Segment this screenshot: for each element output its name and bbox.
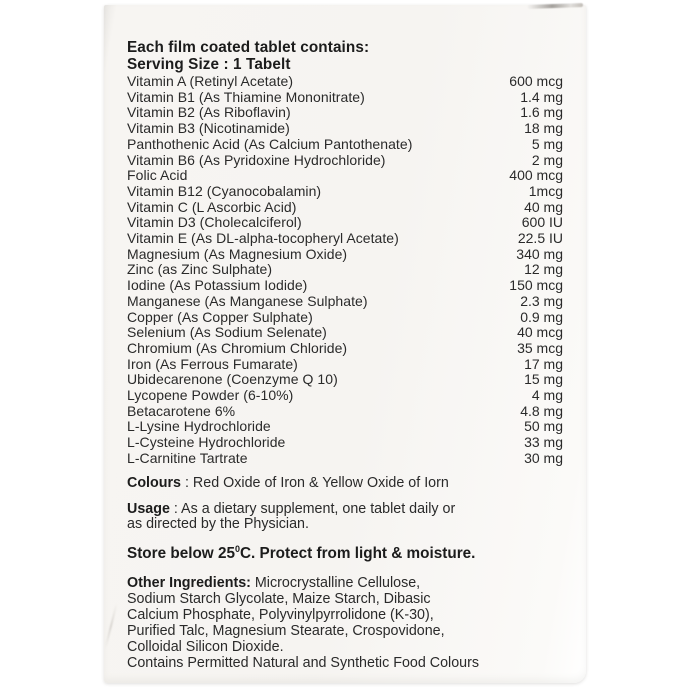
nutrient-row bbox=[127, 153, 563, 169]
nutrient-name: Manganese (As Manganese Sulphate) bbox=[127, 292, 368, 309]
other-ingredients-line-1 bbox=[127, 575, 563, 591]
other-ingredients-line-4: Purified Talc, Magnesium Stearate, Crospovidone, bbox=[127, 623, 445, 640]
nutrient-name: Vitamin B12 (Cyanocobalamin) bbox=[127, 182, 322, 199]
contains-heading: Each film coated tablet contains: bbox=[127, 39, 370, 56]
nutrient-row bbox=[127, 231, 563, 247]
nutrient-row bbox=[127, 294, 563, 310]
nutrient-amount: 12 mg bbox=[524, 261, 563, 278]
nutrient-amount: 400 mcg bbox=[509, 167, 563, 184]
nutrient-name: Panthothenic Acid (As Calcium Pantothenate) bbox=[127, 135, 413, 152]
nutrient-amount: 2 mg bbox=[531, 151, 563, 168]
other-ingredients-label: Other Ingredients: bbox=[127, 575, 251, 592]
photo-edge-artifact bbox=[527, 3, 583, 9]
nutrient-name: Vitamin B2 (As Riboflavin) bbox=[127, 104, 291, 121]
nutrient-row bbox=[127, 247, 563, 263]
nutrient-name: Selenium (As Sodium Selenate) bbox=[127, 324, 327, 341]
nutrient-row bbox=[127, 90, 563, 106]
other-ingredients-section bbox=[127, 575, 563, 671]
usage-label: Usage bbox=[127, 500, 170, 517]
nutrient-name: Vitamin B6 (As Pyridoxine Hydrochloride) bbox=[127, 151, 386, 168]
storage-instruction bbox=[127, 545, 563, 562]
nutrient-name: L-Lysine Hydrochloride bbox=[127, 418, 271, 435]
nutrient-amount: 22.5 IU bbox=[517, 230, 563, 247]
nutrient-row bbox=[127, 435, 563, 451]
other-ingredients-line-5: Colloidal Silicon Dioxide. bbox=[127, 639, 284, 656]
usage-line-1 bbox=[127, 502, 563, 518]
nutrient-amount: 340 mg bbox=[516, 245, 563, 262]
nutrient-row bbox=[127, 388, 563, 404]
food-colours-note: Contains Permitted Natural and Synthetic Food Colours bbox=[127, 655, 480, 672]
other-ingredients-line-2: Sodium Starch Glycolate, Maize Starch, Dibasic bbox=[127, 591, 431, 608]
nutrient-amount: 2.3 mg bbox=[520, 292, 563, 309]
nutrient-row bbox=[127, 404, 563, 420]
nutrient-row bbox=[127, 278, 563, 294]
nutrient-amount: 600 IU bbox=[521, 214, 563, 231]
nutrient-amount: 30 mg bbox=[524, 449, 563, 466]
usage-line-2: as directed by the Physician. bbox=[127, 516, 309, 533]
nutrient-amount: 33 mg bbox=[524, 434, 563, 451]
nutrient-name: Vitamin D3 (Cholecalciferol) bbox=[127, 214, 302, 231]
nutrient-name: Iodine (As Potassium Iodide) bbox=[127, 277, 308, 294]
colours-text: : Red Oxide of Iron & Yellow Oxide of Iorn bbox=[181, 474, 449, 491]
nutrient-row bbox=[127, 121, 563, 137]
nutrient-row bbox=[127, 262, 563, 278]
nutrient-row bbox=[127, 310, 563, 326]
storage-text-after-degree: C. Protect from light & moisture. bbox=[239, 545, 476, 563]
nutrient-amount: 35 mcg bbox=[517, 339, 563, 356]
nutrient-row bbox=[127, 200, 563, 216]
nutrient-row bbox=[127, 74, 563, 90]
usage-section bbox=[127, 502, 563, 534]
nutrient-amount: 4.8 mg bbox=[520, 402, 563, 419]
nutrient-row bbox=[127, 184, 563, 200]
usage-text-1: : As a dietary supplement, one tablet daily or bbox=[169, 500, 456, 517]
nutrient-name: Ubidecarenone (Coenzyme Q 10) bbox=[127, 371, 338, 388]
nutrient-row bbox=[127, 105, 563, 121]
colours-line bbox=[127, 475, 563, 491]
nutrient-amount: 0.9 mg bbox=[520, 308, 563, 325]
label-content bbox=[127, 39, 563, 671]
nutrient-amount: 1.6 mg bbox=[520, 104, 563, 121]
nutrient-amount: 4 mg bbox=[531, 387, 563, 404]
nutrient-row bbox=[127, 451, 563, 467]
nutrient-table bbox=[127, 74, 563, 467]
nutrient-name: L-Cysteine Hydrochloride bbox=[127, 434, 286, 451]
nutrient-amount: 600 mcg bbox=[509, 73, 563, 89]
serving-size-heading: Serving Size : 1 Tabelt bbox=[127, 56, 291, 73]
degree-symbol: 0 bbox=[234, 544, 240, 555]
nutrient-name: Iron (As Ferrous Fumarate) bbox=[127, 355, 298, 372]
nutrient-row bbox=[127, 215, 563, 231]
nutrient-amount: 1.4 mg bbox=[520, 88, 563, 105]
nutrient-amount: 5 mg bbox=[531, 135, 563, 152]
nutrient-amount: 50 mg bbox=[524, 418, 563, 435]
other-ingredients-text-1: Microcrystalline Cellulose, bbox=[250, 575, 421, 592]
nutrient-name: Magnesium (As Magnesium Oxide) bbox=[127, 245, 348, 262]
nutrient-name: Betacarotene 6% bbox=[127, 402, 236, 419]
nutrient-name: Chromium (As Chromium Chloride) bbox=[127, 339, 348, 356]
nutrient-row bbox=[127, 357, 563, 373]
label-crease bbox=[104, 603, 117, 648]
nutrient-row bbox=[127, 168, 563, 184]
nutrient-row bbox=[127, 137, 563, 153]
nutrient-amount: 1mcg bbox=[528, 182, 563, 199]
nutrient-name: L-Carnitine Tartrate bbox=[127, 449, 248, 466]
colours-label: Colours bbox=[127, 474, 182, 491]
nutrient-amount: 150 mcg bbox=[509, 277, 563, 294]
nutrient-name: Vitamin B3 (Nicotinamide) bbox=[127, 120, 290, 137]
nutrient-amount: 40 mcg bbox=[517, 324, 563, 341]
nutrient-name: Vitamin B1 (As Thiamine Mononitrate) bbox=[127, 88, 365, 105]
nutrient-name: Copper (As Copper Sulphate) bbox=[127, 308, 313, 325]
nutrient-name: Vitamin A (Retinyl Acetate) bbox=[127, 73, 294, 89]
nutrient-name: Vitamin C (L Ascorbic Acid) bbox=[127, 198, 297, 215]
nutrient-name: Folic Acid bbox=[127, 167, 188, 184]
nutrient-name: Vitamin E (As DL-alpha-tocopheryl Acetate) bbox=[127, 230, 399, 247]
nutrient-amount: 15 mg bbox=[524, 371, 563, 388]
nutrient-row bbox=[127, 372, 563, 388]
nutrient-name: Lycopene Powder (6-10%) bbox=[127, 387, 294, 404]
nutrient-row bbox=[127, 419, 563, 435]
supplement-label-photo bbox=[104, 5, 586, 683]
nutrient-name: Zinc (as Zinc Sulphate) bbox=[127, 261, 273, 278]
other-ingredients-line-3: Calcium Phosphate, Polyvinylpyrrolidone (K-30), bbox=[127, 607, 434, 624]
nutrient-row bbox=[127, 341, 563, 357]
nutrient-amount: 18 mg bbox=[524, 120, 563, 137]
storage-text-before-degree: Store below 25 bbox=[127, 545, 235, 563]
nutrient-amount: 40 mg bbox=[524, 198, 563, 215]
nutrient-amount: 17 mg bbox=[524, 355, 563, 372]
nutrient-row bbox=[127, 325, 563, 341]
